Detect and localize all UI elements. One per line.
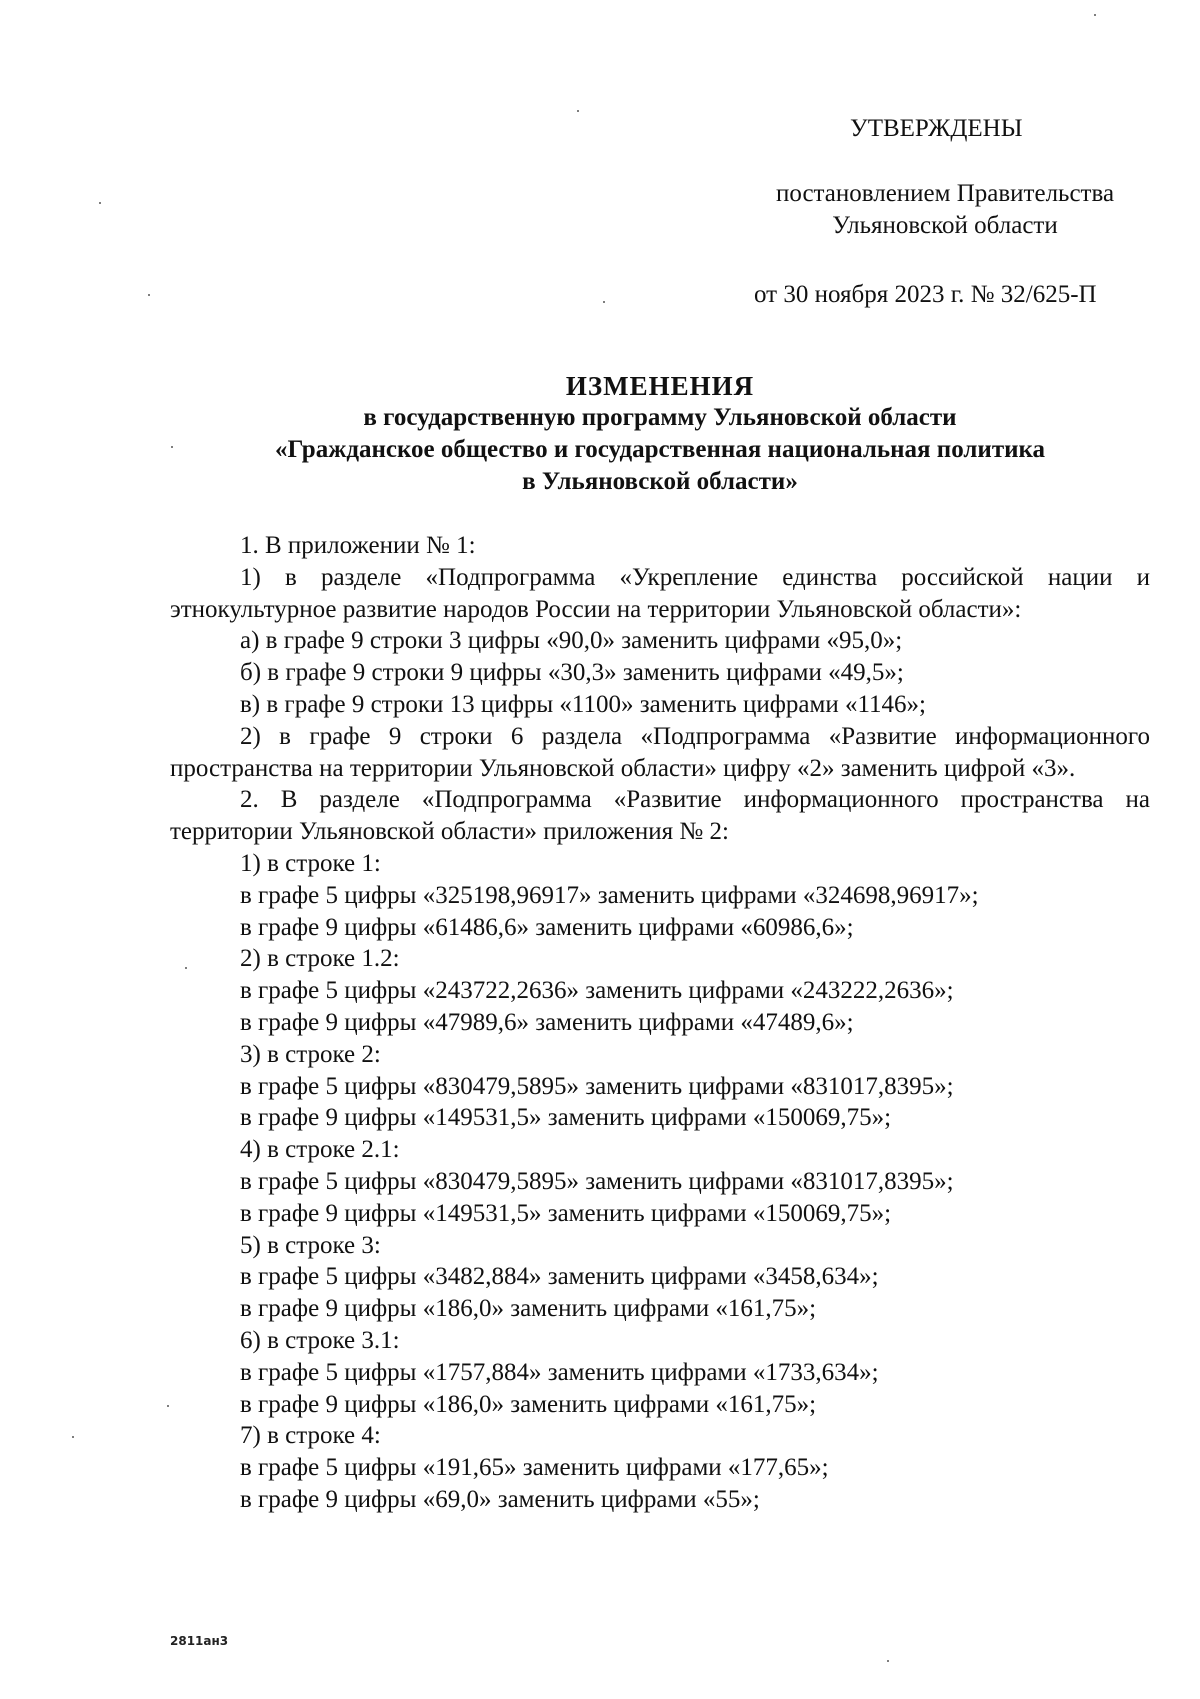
approval-line-1: постановлением Правительства	[775, 180, 1115, 207]
body-paragraph: 1) в строке 1:	[240, 849, 381, 877]
body-paragraph: в графе 5 цифры «830479,5895» заменить цифрами «831017,8395»;	[240, 1072, 954, 1100]
body-paragraph: 2) в графе 9 строки 6 раздела «Подпрограмма «Развитие информационного пространства на территории Ульяновской области» цифру «2» заменить цифрой «3».	[170, 722, 1150, 782]
body-paragraph: 6) в строке 3.1:	[240, 1326, 400, 1354]
document-heading	[170, 370, 1150, 498]
heading-line-2: «Гражданское общество и государственная национальная политика	[274, 436, 1046, 463]
body-paragraph: 1. В приложении № 1:	[240, 532, 476, 559]
heading-main: ИЗМЕНЕНИЯ	[565, 371, 755, 401]
body-paragraph: 2) в строке 1.2:	[240, 945, 400, 973]
body-paragraph: в) в графе 9 строки 13 цифры «1100» заменить цифрами «1146»;	[240, 690, 926, 718]
approval-stamp-title: УТВЕРЖДЕНЫ	[850, 115, 1023, 142]
footer-code: 2811ан3	[170, 1634, 229, 1648]
scan-speck	[99, 202, 101, 204]
body-paragraph: б) в графе 9 строки 9 цифры «30,3» заменить цифрами «49,5»;	[240, 659, 904, 687]
body-paragraph: 5) в строке 3:	[240, 1231, 381, 1259]
body-paragraph: в графе 5 цифры «191,65» заменить цифрами «177,65»;	[240, 1454, 829, 1482]
heading-line-1: в государственную программу Ульяновской области	[363, 404, 957, 431]
body-paragraph: 1) в разделе «Подпрограмма «Укрепление единства российской нации и этнокультурное развитие народов России на территории Ульяновской области»:	[170, 563, 1150, 623]
body-paragraph: в графе 9 цифры «47989,6» заменить цифрами «47489,6»;	[240, 1008, 854, 1036]
body-paragraph: в графе 9 цифры «69,0» заменить цифрами «55»;	[240, 1485, 760, 1513]
body-paragraph: в графе 9 цифры «149531,5» заменить цифрами «150069,75»;	[240, 1199, 892, 1227]
scan-speck	[185, 967, 187, 969]
scan-speck	[171, 446, 173, 448]
body-paragraph: в графе 5 цифры «243722,2636» заменить цифрами «243222,2636»;	[240, 977, 954, 1005]
approval-date: от 30 ноября 2023 г. № 32/625-П	[754, 281, 1097, 308]
heading-line-3: в Ульяновской области»	[522, 468, 798, 495]
body-paragraph: 7) в строке 4:	[240, 1422, 381, 1450]
body-paragraph: а) в графе 9 строки 3 цифры «90,0» заменить цифрами «95,0»;	[240, 627, 903, 655]
body-paragraph: в графе 5 цифры «1757,884» заменить цифрами «1733,634»;	[240, 1358, 879, 1386]
body-paragraph: 3) в строке 2:	[240, 1040, 381, 1068]
scan-speck	[577, 110, 579, 112]
approval-line-2: Ульяновской области	[832, 212, 1058, 239]
scan-speck	[603, 301, 605, 303]
document-body	[170, 530, 1150, 1516]
scan-speck	[167, 1405, 169, 1407]
approval-stamp-body	[750, 178, 1140, 242]
body-paragraph: 4) в строке 2.1:	[240, 1136, 400, 1164]
body-paragraph: в графе 9 цифры «186,0» заменить цифрами «161,75»;	[240, 1390, 817, 1418]
body-paragraph: в графе 9 цифры «61486,6» заменить цифрами «60986,6»;	[240, 913, 854, 941]
scan-speck	[1094, 14, 1096, 16]
scan-speck	[148, 294, 150, 296]
body-paragraph: в графе 9 цифры «149531,5» заменить цифрами «150069,75»;	[240, 1104, 892, 1132]
body-paragraph: в графе 9 цифры «186,0» заменить цифрами «161,75»;	[240, 1295, 817, 1323]
body-paragraph: в графе 5 цифры «325198,96917» заменить цифрами «324698,96917»;	[240, 881, 979, 909]
scan-speck	[72, 1436, 74, 1438]
body-paragraph: в графе 5 цифры «830479,5895» заменить цифрами «831017,8395»;	[240, 1167, 954, 1195]
body-paragraph: 2. В разделе «Подпрограмма «Развитие информационного пространства на территории Ульяновской области» приложения № 2:	[170, 786, 1150, 846]
body-paragraph: в графе 5 цифры «3482,884» заменить цифрами «3458,634»;	[240, 1263, 879, 1291]
scan-speck	[887, 1660, 889, 1662]
